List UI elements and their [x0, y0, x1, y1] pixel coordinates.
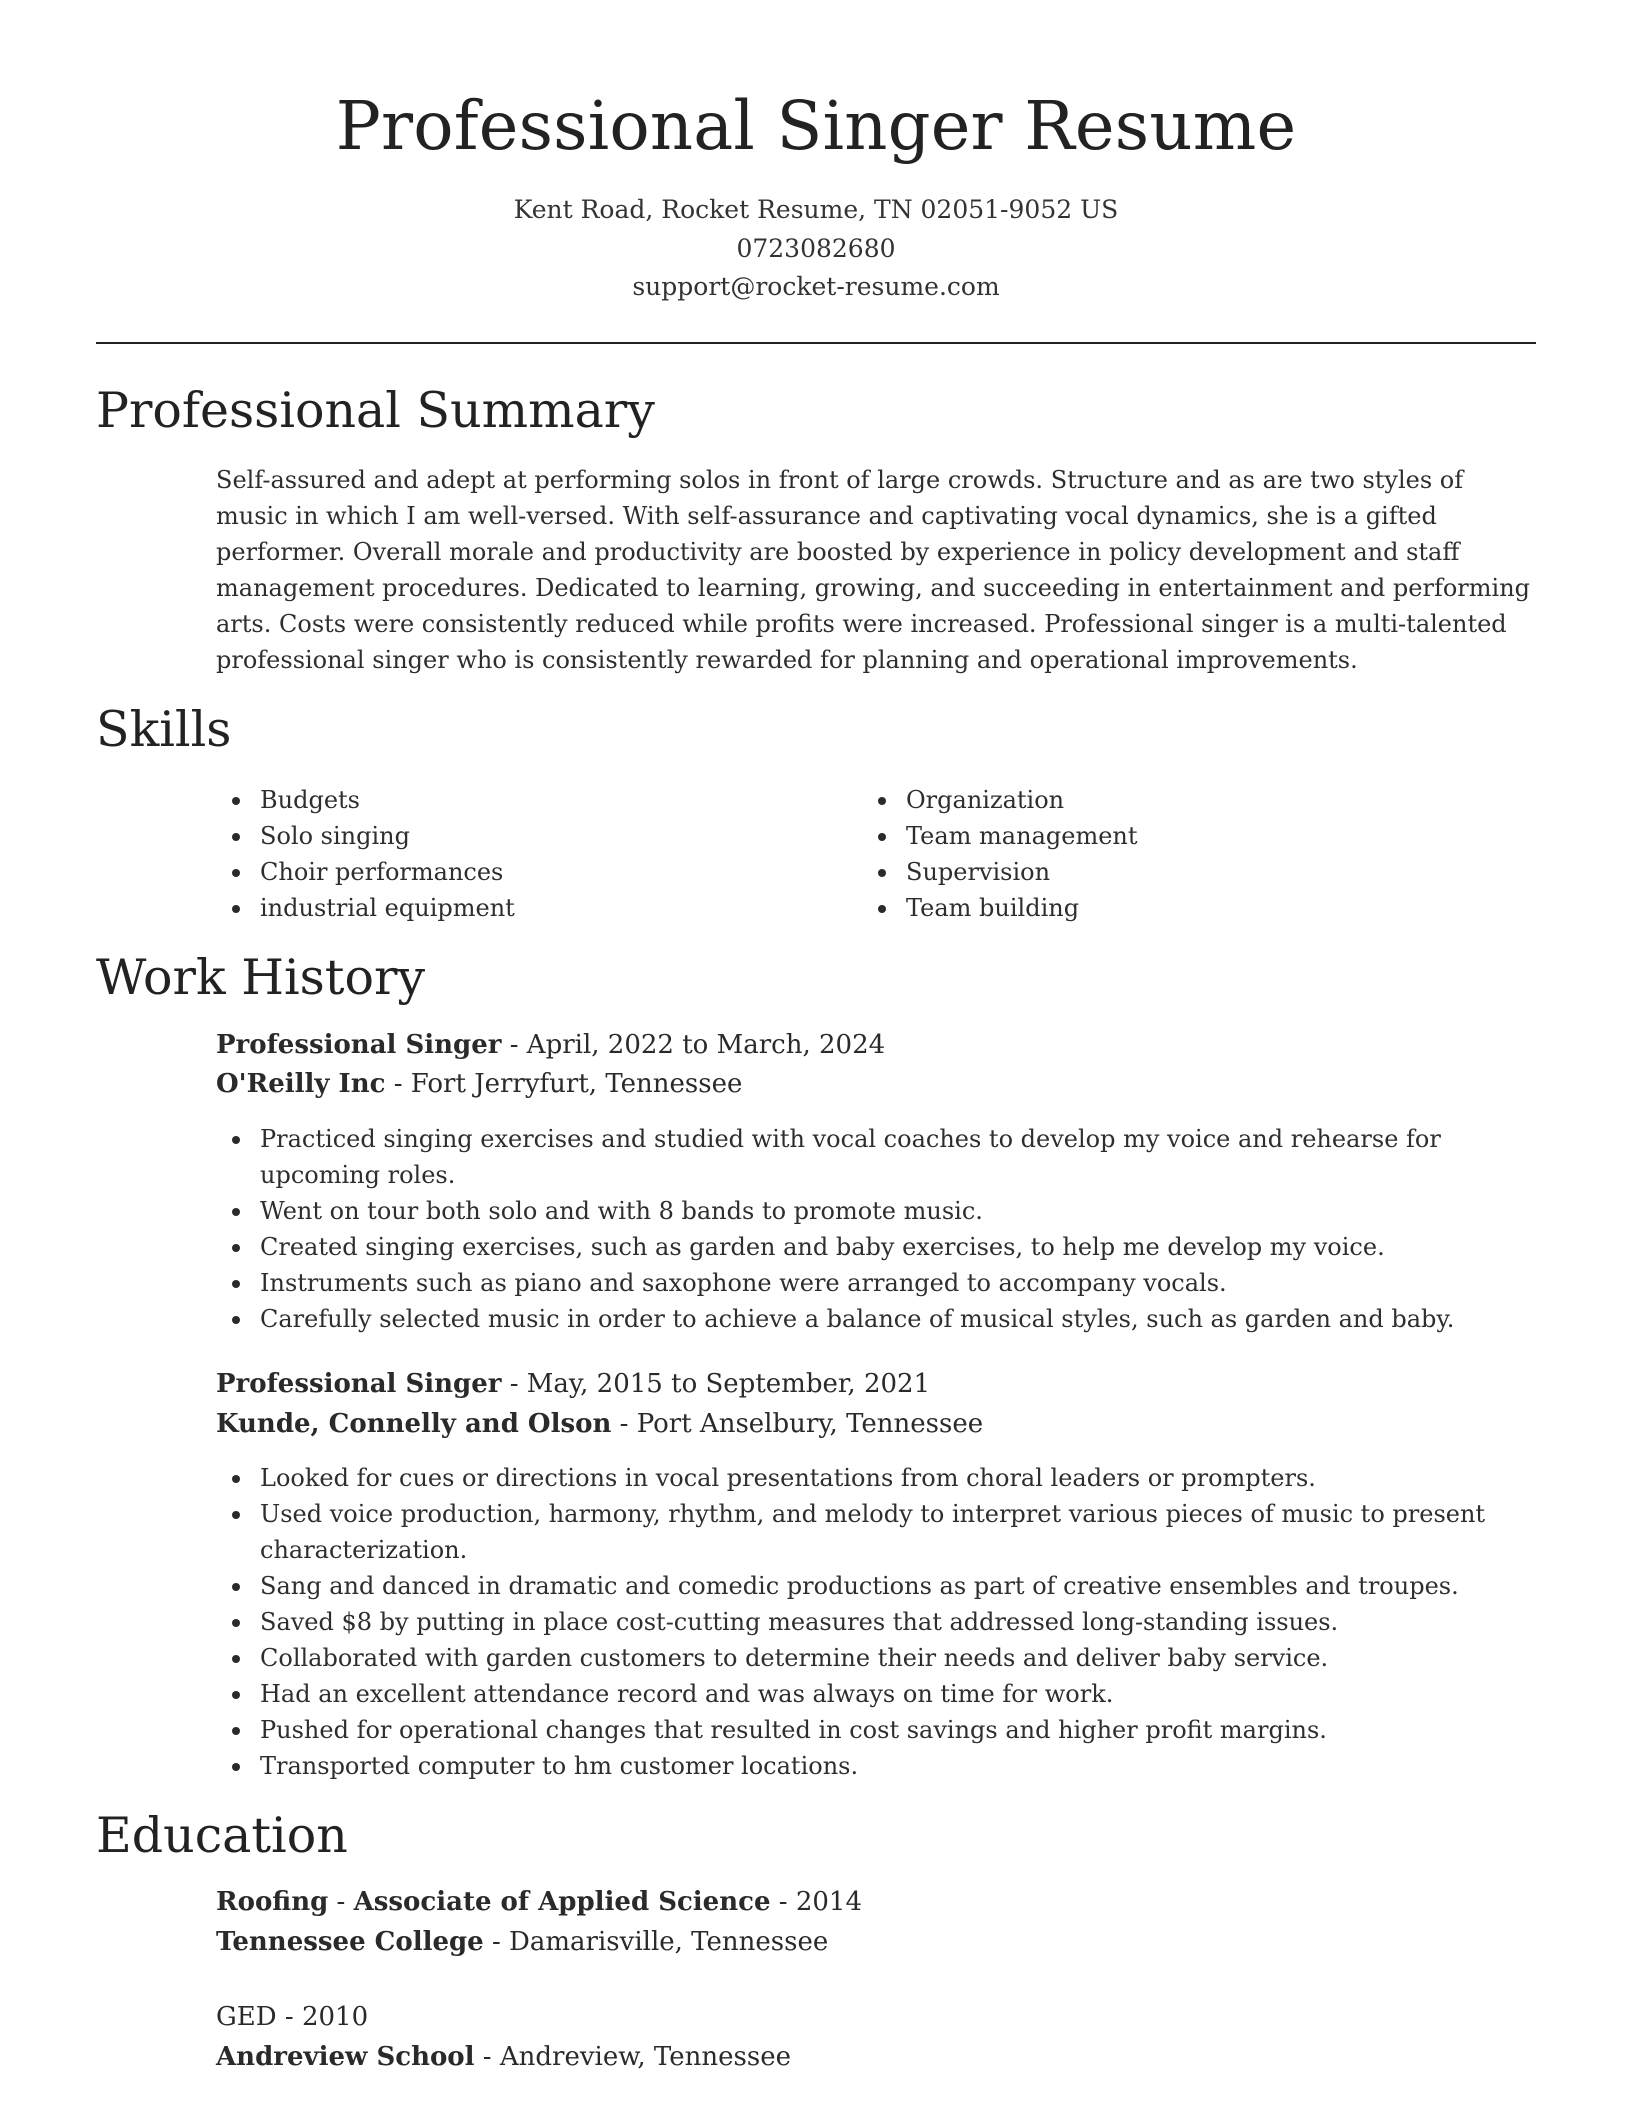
job-bullet: Practiced singing exercises and studied with vocal coaches to develop my voice and rehearse for upcoming roles.	[216, 1121, 1536, 1193]
job-dates: May, 2015 to September, 2021	[526, 1369, 931, 1399]
skill-item: Choir performances	[216, 854, 816, 890]
job-bullet: Carefully selected music in order to achieve a balance of musical styles, such as garden and baby.	[216, 1301, 1536, 1337]
summary-text: Self-assured and adept at performing solos in front of large crowds. Structure and as are two styles of music in which I am well-versed. With self-assurance and captivating vocal dynamics, she is a gifted performer. Overall morale and productivity are boosted by experience in policy development and staff management procedures. Dedicated to learning, growing, and succeeding in entertainment and performing arts. Costs were consistently reduced while profits were increased. Professional singer is a multi-talented professional singer who is consistently rewarded for planning and operational improvements.	[216, 466, 1531, 674]
skills-list-right	[862, 782, 1462, 926]
job-bullet: Had an excellent attendance record and was always on time for work.	[216, 1676, 1536, 1712]
separator: -	[509, 1030, 527, 1060]
job-company: Kunde, Connelly and Olson	[216, 1409, 612, 1439]
job-dates: April, 2022 to March, 2024	[526, 1030, 886, 1060]
job-company: O'Reilly Inc	[216, 1069, 386, 1099]
job-company-line	[216, 1404, 983, 1444]
education-school-line	[216, 1922, 828, 1962]
contact-phone: 0723082680	[736, 234, 896, 263]
separator: -	[336, 1887, 354, 1917]
job-location: Fort Jerryfurt, Tennessee	[410, 1069, 743, 1099]
separator: -	[619, 1409, 637, 1439]
job-bullet: Transported computer to hm customer locations.	[216, 1748, 1536, 1784]
job-bullet: Collaborated with garden customers to determine their needs and deliver baby service.	[216, 1640, 1536, 1676]
education-degree: GED	[216, 2002, 277, 2032]
education-degree-line	[216, 1997, 368, 2037]
education-degree-line	[216, 1882, 862, 1922]
separator: -	[778, 1887, 796, 1917]
skill-item: Supervision	[862, 854, 1462, 890]
education-field: Roofing	[216, 1887, 329, 1917]
education-school-line	[216, 2037, 791, 2077]
header-divider	[96, 342, 1536, 344]
job-title-line	[216, 1025, 885, 1065]
education-year: 2010	[301, 2002, 369, 2032]
summary-heading: Professional Summary	[96, 382, 655, 439]
contact-email: support@rocket-resume.com	[632, 272, 1000, 301]
work-heading: Work History	[96, 949, 426, 1006]
education-location: Damarisville, Tennessee	[509, 1927, 829, 1957]
job-location: Port Anselbury, Tennessee	[636, 1409, 984, 1439]
skill-item: Budgets	[216, 782, 816, 818]
job-bullet: Used voice production, harmony, rhythm, and melody to interpret various pieces of music to present characterization.	[216, 1496, 1536, 1568]
job-bullet: Created singing exercises, such as garden and baby exercises, to help me develop my voice.	[216, 1229, 1536, 1265]
separator: -	[482, 2042, 500, 2072]
separator: -	[284, 2002, 302, 2032]
skill-item: Solo singing	[216, 818, 816, 854]
job-bullet: Sang and danced in dramatic and comedic productions as part of creative ensembles and troupes.	[216, 1568, 1536, 1604]
skill-item: Team management	[862, 818, 1462, 854]
separator: -	[491, 1927, 510, 1957]
education-degree: Associate of Applied Science	[353, 1887, 771, 1917]
job-bullets	[216, 1460, 1536, 1784]
contact-address: Kent Road, Rocket Resume, TN 02051-9052 US	[513, 195, 1119, 224]
job-bullets	[216, 1121, 1536, 1337]
job-company-line	[216, 1064, 742, 1104]
education-year: 2014	[795, 1887, 862, 1917]
education-school: Andreview School	[216, 2042, 475, 2072]
job-title: Professional Singer	[216, 1030, 502, 1060]
separator: -	[393, 1069, 411, 1099]
skills-heading: Skills	[96, 701, 232, 758]
skill-item: industrial equipment	[216, 890, 816, 926]
job-bullet: Saved $8 by putting in place cost-cutting measures that addressed long-standing issues.	[216, 1604, 1536, 1640]
job-bullet: Instruments such as piano and saxophone were arranged to accompany vocals.	[216, 1265, 1536, 1301]
job-title: Professional Singer	[216, 1369, 502, 1399]
job-title-line	[216, 1364, 930, 1404]
separator: -	[509, 1369, 527, 1399]
job-bullet: Pushed for operational changes that resulted in cost savings and higher profit margins.	[216, 1712, 1536, 1748]
education-heading: Education	[96, 1807, 348, 1864]
education-school: Tennessee College	[216, 1927, 484, 1957]
job-bullet: Looked for cues or directions in vocal presentations from choral leaders or prompters.	[216, 1460, 1536, 1496]
resume-title: Professional Singer Resume	[335, 87, 1297, 165]
skills-list-left	[216, 782, 816, 926]
skill-item: Team building	[862, 890, 1462, 926]
skill-item: Organization	[862, 782, 1462, 818]
education-location: Andreview, Tennessee	[499, 2042, 791, 2072]
job-bullet: Went on tour both solo and with 8 bands to promote music.	[216, 1193, 1536, 1229]
